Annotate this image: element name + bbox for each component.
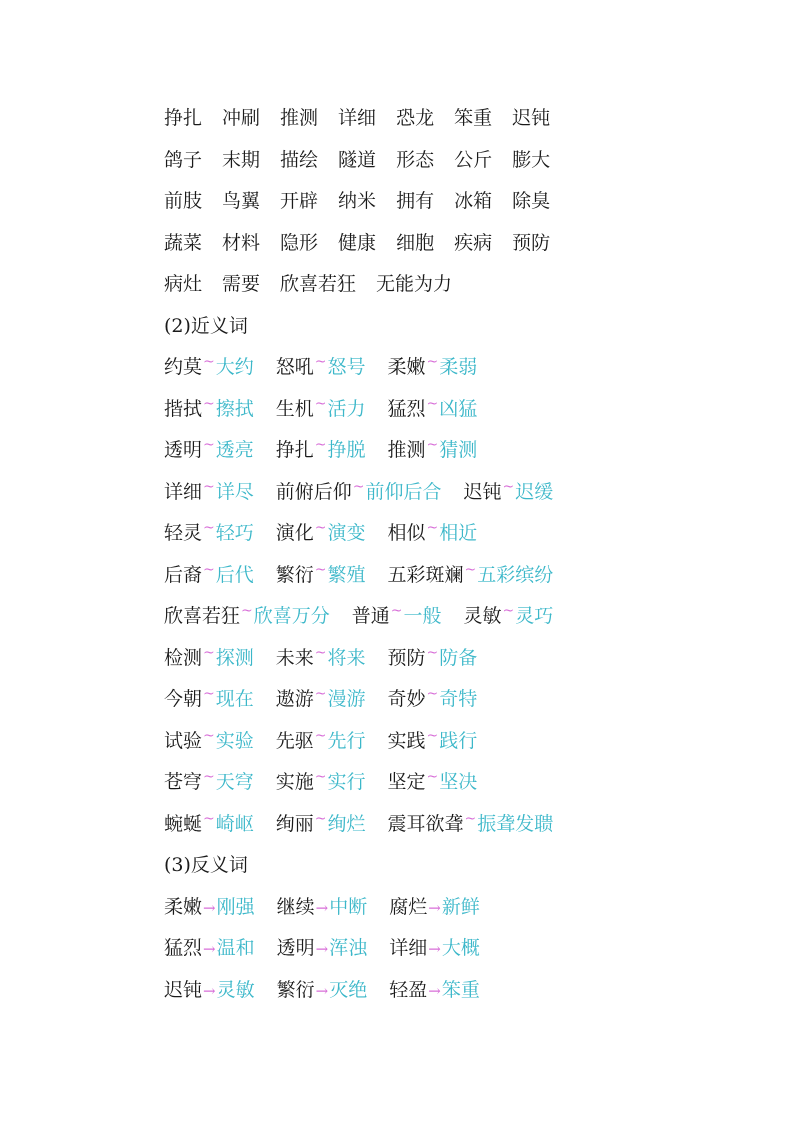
answer-word: 相近 (439, 522, 478, 544)
source-word: 详细 (164, 480, 203, 503)
pair-line (164, 970, 764, 1012)
word-pair (389, 970, 480, 1013)
source-word: 五彩斑斓 (387, 563, 464, 586)
word-pair (164, 762, 254, 806)
vocab-word: 拥有 (396, 190, 435, 212)
pair-line (164, 472, 764, 514)
vocab-word: 蔬菜 (164, 231, 203, 254)
word-pair (276, 347, 366, 391)
tilde-mark: ~ (203, 354, 215, 370)
answer-word: 灵敏 (216, 978, 255, 1001)
vocab-word: 除臭 (512, 190, 551, 212)
tilde-mark: ~ (203, 727, 215, 744)
arrow-icon: → (203, 940, 216, 958)
source-word: 推测 (387, 439, 426, 461)
vocab-word: 隐形 (280, 231, 319, 254)
word-pair (164, 804, 254, 848)
word-pair (164, 389, 254, 433)
vocab-word: 前肢 (164, 190, 203, 212)
source-word: 苍穹 (164, 771, 203, 793)
source-word: 繁衍 (276, 978, 315, 1001)
word-pair (164, 679, 254, 723)
source-word: 检测 (164, 646, 203, 669)
arrow-icon: → (315, 898, 329, 917)
tilde-mark: ~ (203, 478, 215, 495)
arrow-icon: → (203, 898, 216, 917)
tilde-mark: ~ (426, 769, 439, 785)
tilde-mark: ~ (502, 603, 515, 619)
tilde-mark: ~ (314, 395, 327, 412)
vocab-word: 细胞 (396, 231, 435, 254)
tilde-mark: ~ (314, 727, 327, 744)
answer-word: 先行 (327, 729, 366, 752)
tilde-mark: ~ (314, 769, 327, 785)
source-word: 震耳欲聋 (387, 812, 464, 835)
word-pair (276, 804, 366, 848)
word-pair (388, 721, 478, 765)
vocab-word: 末期 (222, 148, 261, 171)
source-word: 挣扎 (275, 439, 314, 461)
arrow-icon: → (428, 898, 441, 917)
answer-word: 轻巧 (215, 522, 254, 544)
tilde-mark: ~ (352, 478, 365, 495)
vocab-line (164, 140, 764, 182)
pair-line (164, 638, 764, 680)
pair-line (164, 555, 764, 597)
word-pair (164, 970, 255, 1013)
answer-word: 坚决 (439, 771, 478, 793)
tilde-mark: ~ (464, 810, 477, 827)
source-word: 轻灵 (164, 522, 203, 544)
answer-word: 防备 (439, 646, 478, 669)
vocab-word: 需要 (222, 273, 261, 295)
source-word: 继续 (276, 895, 315, 918)
source-word: 透明 (276, 937, 315, 959)
tilde-mark: ~ (314, 561, 327, 578)
answer-word: 详尽 (215, 480, 254, 503)
tilde-mark: ~ (426, 644, 439, 661)
vocab-word: 描绘 (280, 148, 319, 171)
word-pair (464, 472, 554, 516)
answer-word: 迟缓 (515, 480, 554, 503)
source-word: 怒吼 (275, 356, 314, 378)
vocab-word: 病灶 (164, 273, 203, 295)
pair-line (164, 430, 764, 472)
source-word: 轻盈 (389, 978, 428, 1001)
answer-word: 笨重 (441, 978, 480, 1001)
answer-word: 新鲜 (441, 895, 480, 918)
answer-word: 中断 (329, 895, 368, 918)
vocab-word: 疾病 (454, 231, 493, 254)
pair-line (164, 762, 764, 804)
vocab-word: 纳米 (338, 190, 377, 212)
tilde-mark: ~ (203, 686, 215, 702)
word-pair (277, 970, 368, 1013)
word-pair (276, 555, 366, 599)
vocab-word: 迟钝 (512, 107, 551, 129)
tilde-mark: ~ (314, 520, 327, 536)
answer-word: 柔弱 (439, 356, 478, 378)
answer-word: 现在 (215, 688, 254, 710)
source-word: 柔嫩 (164, 895, 203, 918)
word-pair (164, 430, 254, 474)
vocab-word: 笨重 (454, 107, 493, 129)
source-word: 生机 (275, 397, 314, 420)
answer-word: 繁殖 (327, 563, 366, 586)
word-pair (277, 887, 368, 930)
word-pair (388, 513, 478, 557)
vocab-word: 材料 (222, 231, 261, 254)
vocab-line (164, 223, 764, 265)
source-word: 透明 (164, 439, 203, 461)
vocab-word: 开辟 (280, 190, 319, 212)
answer-word: 活力 (327, 397, 366, 420)
source-word: 今朝 (164, 688, 203, 710)
answer-word: 将来 (327, 646, 366, 669)
word-pair (388, 389, 478, 433)
source-word: 猛烈 (387, 397, 426, 420)
pair-line (164, 928, 764, 970)
tilde-mark: ~ (426, 437, 439, 453)
word-pair (388, 679, 478, 723)
source-word: 绚丽 (275, 812, 314, 835)
answer-word: 温和 (216, 937, 255, 959)
source-word: 普通 (351, 605, 390, 627)
answer-word: 前仰后合 (365, 480, 442, 503)
source-word: 实践 (387, 729, 426, 752)
tilde-mark: ~ (314, 437, 327, 453)
answer-word: 灵巧 (515, 605, 554, 627)
word-pair (464, 596, 554, 640)
tilde-mark: ~ (426, 395, 439, 412)
vocab-line (164, 264, 764, 306)
arrow-icon: → (315, 981, 329, 1000)
tilde-mark: ~ (314, 686, 327, 702)
tilde-mark: ~ (426, 354, 439, 370)
word-pair (276, 762, 366, 806)
vocab-word: 形态 (396, 148, 435, 171)
word-pair (164, 555, 254, 599)
pair-line (164, 347, 764, 389)
word-pair (164, 887, 255, 930)
answer-word: 探测 (215, 646, 254, 669)
answer-word: 天穹 (215, 771, 254, 793)
tilde-mark: ~ (203, 769, 215, 785)
word-pair (389, 887, 480, 930)
answer-word: 透亮 (215, 439, 254, 461)
word-pair (164, 638, 254, 682)
answer-word: 大概 (441, 937, 480, 959)
pair-line (164, 887, 764, 929)
pair-line (164, 596, 764, 638)
tilde-mark: ~ (426, 686, 439, 702)
arrow-icon: → (315, 940, 329, 958)
tilde-mark: ~ (426, 520, 439, 536)
word-pair (276, 679, 366, 723)
answer-word: 浑浊 (329, 937, 368, 959)
tilde-mark: ~ (426, 727, 439, 744)
answer-word: 刚强 (216, 895, 255, 918)
vocab-word: 预防 (512, 231, 551, 254)
answer-word: 擦拭 (215, 397, 254, 420)
vocab-word: 欣喜若狂 (280, 273, 357, 295)
answer-word: 怒号 (327, 356, 366, 378)
antonyms-section (164, 887, 764, 1012)
tilde-mark: ~ (203, 437, 215, 453)
word-pair (352, 596, 442, 640)
answer-word: 崎岖 (215, 812, 254, 835)
tilde-mark: ~ (314, 810, 327, 827)
source-word: 约莫 (164, 356, 203, 378)
answer-word: 奇特 (439, 688, 478, 710)
tilde-mark: ~ (241, 603, 253, 619)
source-word: 后裔 (164, 563, 203, 586)
word-pair (276, 721, 366, 765)
answer-word: 凶猛 (439, 397, 478, 420)
source-word: 腐烂 (389, 895, 428, 918)
document-content (164, 98, 764, 1011)
vocab-word: 鸽子 (164, 148, 203, 171)
source-word: 柔嫩 (387, 356, 426, 378)
word-pair (276, 472, 442, 516)
arrow-icon: → (203, 981, 216, 1000)
source-word: 详细 (389, 937, 428, 959)
pair-line (164, 804, 764, 846)
word-pair (388, 347, 478, 391)
word-pair (164, 472, 254, 516)
tilde-mark: ~ (203, 395, 215, 412)
pair-line (164, 389, 764, 431)
answer-word: 践行 (439, 729, 478, 752)
source-word: 猛烈 (164, 937, 203, 959)
word-pair (388, 638, 478, 682)
word-pair (164, 347, 254, 391)
source-word: 实施 (275, 771, 314, 793)
tilde-mark: ~ (203, 520, 215, 536)
vocab-line (164, 98, 764, 140)
answer-word: 实行 (327, 771, 366, 793)
answer-word: 大约 (215, 356, 254, 378)
answer-word: 漫游 (327, 688, 366, 710)
vocab-word: 膨大 (512, 148, 551, 171)
word-pair (276, 430, 366, 474)
vocab-word: 挣扎 (164, 107, 203, 129)
vocabulary-section (164, 98, 764, 306)
word-pair (388, 804, 554, 848)
vocab-word: 无能为力 (376, 273, 453, 295)
answer-word: 绚烂 (327, 812, 366, 835)
source-word: 预防 (387, 646, 426, 669)
answer-word: 实验 (215, 729, 254, 752)
answer-word: 后代 (215, 563, 254, 586)
answer-word: 振聋发聩 (477, 812, 554, 835)
word-pair (164, 513, 254, 557)
vocab-word: 详细 (338, 107, 377, 129)
source-word: 蜿蜒 (164, 812, 203, 835)
source-word: 坚定 (387, 771, 426, 793)
source-word: 演化 (275, 522, 314, 544)
source-word: 繁衍 (275, 563, 314, 586)
word-pair (277, 928, 368, 971)
tilde-mark: ~ (314, 644, 327, 661)
vocab-word: 推测 (280, 107, 319, 129)
source-word: 遨游 (275, 688, 314, 710)
tilde-mark: ~ (203, 810, 215, 827)
source-word: 灵敏 (463, 605, 502, 627)
answer-word: 欣喜万分 (253, 605, 330, 627)
tilde-mark: ~ (314, 354, 327, 370)
answer-word: 演变 (327, 522, 366, 544)
source-word: 奇妙 (387, 688, 426, 710)
arrow-icon: → (428, 940, 441, 958)
source-word: 试验 (164, 729, 203, 752)
word-pair (388, 555, 554, 599)
answer-word: 一般 (403, 605, 442, 627)
word-pair (276, 513, 366, 557)
vocab-line (164, 181, 764, 223)
tilde-mark: ~ (390, 603, 403, 619)
word-pair (388, 762, 478, 806)
vocab-word: 冲刷 (222, 107, 261, 129)
vocab-word: 恐龙 (396, 107, 435, 129)
vocab-word: 隧道 (338, 148, 377, 171)
arrow-icon: → (428, 981, 441, 1000)
source-word: 欣喜若狂 (164, 605, 241, 627)
pair-line (164, 513, 764, 555)
antonyms-heading: (3)反义词 (164, 854, 248, 876)
answer-word: 灭绝 (329, 978, 368, 1001)
tilde-mark: ~ (502, 478, 515, 495)
synonyms-heading: (2)近义词 (164, 314, 248, 337)
tilde-mark: ~ (464, 561, 477, 578)
synonyms-section (164, 347, 764, 845)
word-pair (276, 389, 366, 433)
answer-word: 猜测 (439, 439, 478, 461)
vocab-word: 公斤 (454, 148, 493, 171)
source-word: 迟钝 (164, 978, 203, 1001)
answer-word: 挣脱 (327, 439, 366, 461)
tilde-mark: ~ (203, 561, 215, 578)
source-word: 相似 (387, 522, 426, 544)
vocab-word: 鸟翼 (222, 190, 261, 212)
word-pair (164, 928, 255, 971)
word-pair (276, 638, 366, 682)
answer-word: 五彩缤纷 (477, 563, 554, 586)
source-word: 未来 (275, 646, 314, 669)
tilde-mark: ~ (203, 644, 215, 661)
source-word: 前俯后仰 (275, 480, 352, 503)
source-word: 揩拭 (164, 397, 203, 420)
source-word: 迟钝 (463, 480, 502, 503)
vocab-word: 健康 (338, 231, 377, 254)
vocab-word: 冰箱 (454, 190, 493, 212)
pair-line (164, 679, 764, 721)
word-pair (164, 721, 254, 765)
word-pair (388, 430, 478, 474)
word-pair (164, 596, 330, 640)
word-pair (389, 928, 480, 971)
pair-line (164, 721, 764, 763)
source-word: 先驱 (275, 729, 314, 752)
